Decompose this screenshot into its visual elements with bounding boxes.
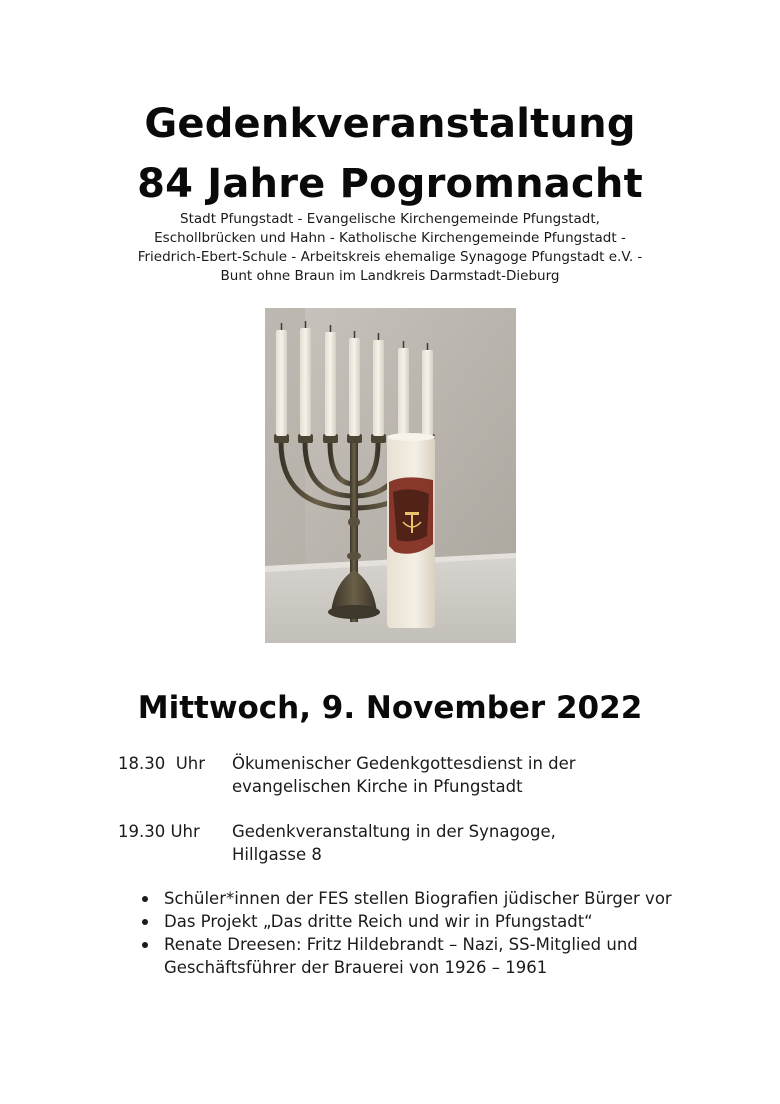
program-bullet-text: Das Projekt „Das dritte Reich und wir in Pfungstadt“ — [164, 912, 593, 931]
program-bullet-text: Geschäftsführer der Brauerei von 1926 – 1961 — [164, 958, 548, 977]
menorah-candle-photo — [265, 308, 516, 643]
bullet-dot-icon — [142, 919, 148, 925]
schedule-description-line: evangelischen Kirche in Pfungstadt — [232, 777, 523, 796]
schedule-description-line: Hillgasse 8 — [232, 845, 322, 864]
event-title-line-1: Gedenkveranstaltung — [144, 101, 636, 147]
program-bullet-item — [140, 887, 740, 910]
event-title-line-2: 84 Jahre Pogromnacht — [137, 161, 643, 207]
schedule-time: 18.30 Uhr — [118, 754, 206, 773]
program-bullet-text: Schüler*innen der FES stellen Biografien jüdischer Bürger vor — [164, 889, 672, 908]
bullet-dot-icon — [142, 896, 148, 902]
schedule-description — [232, 752, 712, 798]
organizers-line: Bunt ohne Braun im Landkreis Darmstadt-Dieburg — [220, 268, 560, 284]
event-date: Mittwoch, 9. November 2022 — [137, 690, 643, 726]
organizers-line: Eschollbrücken und Hahn - Katholische Kirchengemeinde Pfungstadt - — [154, 230, 626, 246]
organizers-line: Friedrich-Ebert-Schule - Arbeitskreis ehemalige Synagoge Pfungstadt e.V. - — [137, 249, 643, 265]
program-bullet-item — [140, 933, 740, 979]
schedule-description — [232, 820, 712, 866]
organizers-block — [90, 210, 690, 286]
bullet-dot-icon — [142, 942, 148, 948]
organizers-line: Stadt Pfungstadt - Evangelische Kirchengemeinde Pfungstadt, — [180, 211, 600, 227]
schedule-description-line: Ökumenischer Gedenkgottesdienst in der — [232, 754, 576, 773]
program-bullet-item — [140, 910, 740, 933]
program-bullet-text: Renate Dreesen: Fritz Hildebrandt – Nazi, SS-Mitglied und — [164, 935, 638, 954]
schedule-description-line: Gedenkveranstaltung in der Synagoge, — [232, 822, 556, 841]
program-bullet-list — [140, 887, 740, 979]
schedule-time: 19.30 Uhr — [118, 822, 200, 841]
